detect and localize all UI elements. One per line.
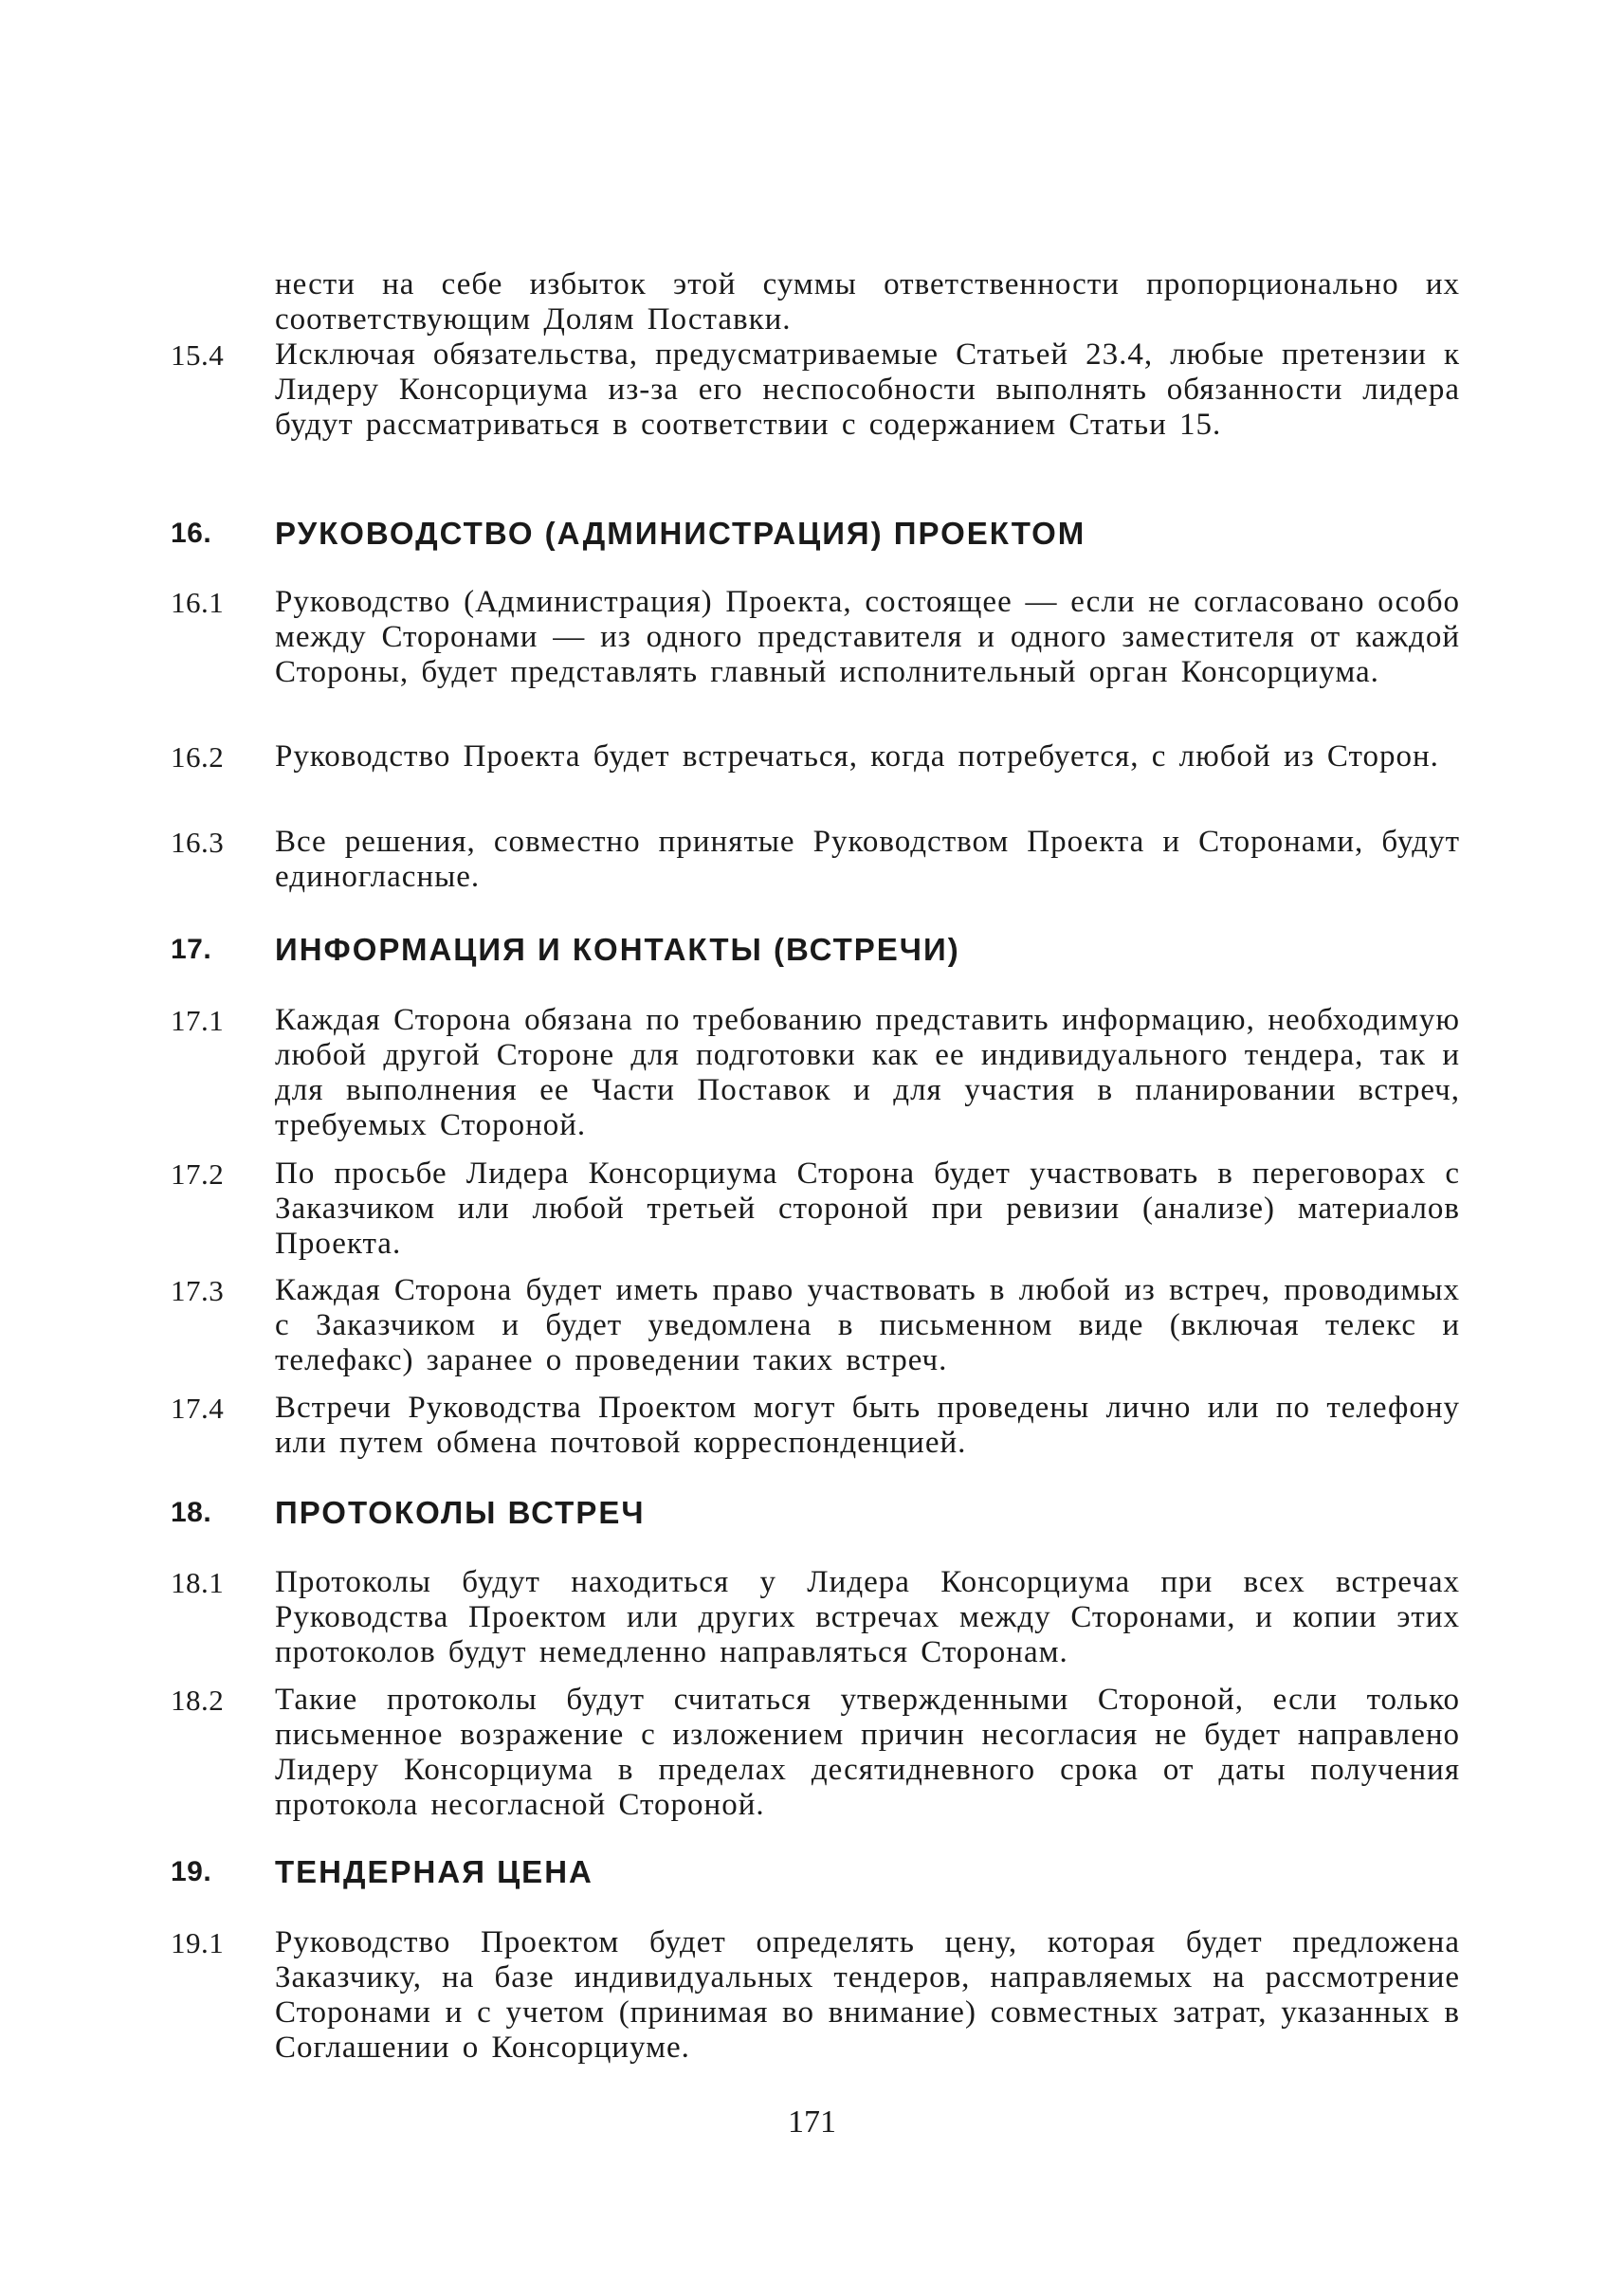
- clause-19-1: [171, 1925, 1460, 2066]
- section-heading-18: [171, 1494, 1460, 1532]
- clause-text: По просьбе Лидера Консорциума Сторона будет участвовать в переговорах с Заказчиком или любой третьей стороной при ревизии (анализе) материалов Проекта.: [275, 1157, 1460, 1261]
- clause-text: Такие протоколы будут считаться утвержденными Стороной, если только письменное возражение с изложением причин несогласия не будет направлено Лидеру Консорциума в пределах десятидневного срока от даты получения протокола несогласной Стороной.: [275, 1683, 1460, 1822]
- clause-text: Исключая обязательства, предусматриваемые Статьей 23.4, любые претензии к Лидеру Консорциума из-за его неспособности выполнять обязанности лидера будут рассматриваться в соответствии с содержанием Статьи 15.: [275, 337, 1460, 442]
- clause-18-2: [171, 1683, 1460, 1823]
- section-title: ТЕНДЕРНАЯ ЦЕНА: [275, 1854, 593, 1889]
- clause-16-3: [171, 825, 1460, 895]
- section-number: 18.: [171, 1497, 212, 1528]
- section-heading-16: [171, 515, 1460, 553]
- clause-number: 16.1: [171, 586, 225, 619]
- section-title: РУКОВОДСТВО (АДМИНИСТРАЦИЯ) ПРОЕКТОМ: [275, 516, 1086, 551]
- clause-17-4: [171, 1391, 1460, 1461]
- clause-text: Руководство Проекта будет встречаться, когда потребуется, с любой из Сторон.: [275, 739, 1439, 774]
- section-title: ИНФОРМАЦИЯ И КОНТАКТЫ (ВСТРЕЧИ): [275, 932, 960, 967]
- clause-17-2: [171, 1157, 1460, 1262]
- section-number: 16.: [171, 518, 212, 549]
- clause-text: Каждая Сторона будет иметь право участвовать в любой из встреч, проводимых с Заказчиком и будет уведомлена в письменном виде (включая телекс и телефакс) заранее о проведении таких встреч.: [275, 1273, 1460, 1377]
- clause-number: 17.3: [171, 1274, 225, 1307]
- section-number: 19.: [171, 1856, 212, 1887]
- clause-17-1: [171, 1003, 1460, 1143]
- clause-16-2: [171, 739, 1460, 774]
- clause-number: 17.1: [171, 1004, 225, 1037]
- clause-17-3: [171, 1273, 1460, 1378]
- clause-number: 16.3: [171, 826, 225, 859]
- clause-number: 17.4: [171, 1392, 225, 1425]
- section-heading-17: [171, 931, 1460, 969]
- clause-text: Все решения, совместно принятые Руководством Проекта и Сторонами, будут единогласные.: [275, 825, 1460, 894]
- section-heading-19: [171, 1853, 1460, 1891]
- clause-number: 18.2: [171, 1684, 225, 1717]
- clause-number: 16.2: [171, 740, 225, 774]
- continuation-text: нести на себе избыток этой суммы ответственности пропорционально их соответствующим Долям Поставки.: [275, 267, 1460, 337]
- clause-number: 18.1: [171, 1566, 225, 1599]
- section-number: 17.: [171, 934, 212, 965]
- section-title: ПРОТОКОЛЫ ВСТРЕЧ: [275, 1495, 646, 1530]
- clause-18-1: [171, 1565, 1460, 1670]
- clause-16-1: [171, 585, 1460, 690]
- clause-text: Каждая Сторона обязана по требованию представить информацию, необходимую любой другой Стороне для подготовки как ее индивидуального тендера, так и для выполнения ее Части Поставок и для участия в планировании встреч, требуемых Стороной.: [275, 1003, 1460, 1142]
- page-number: 171: [788, 2104, 836, 2140]
- clause-15-4: [171, 337, 1460, 443]
- clause-text: Протоколы будут находиться у Лидера Консорциума при всех встречах Руководства Проектом или других встречах между Сторонами, и копии этих протоколов будут немедленно направляться Сторонам.: [275, 1565, 1460, 1669]
- clause-number: 19.1: [171, 1926, 225, 1959]
- clause-number: 15.4: [171, 338, 225, 372]
- clause-text: Руководство Проектом будет определять цену, которая будет предложена Заказчику, на базе индивидуальных тендеров, направляемых на рассмотрение Сторонами и с учетом (принимая во внимание) совместных затрат, указанных в Соглашении о Консорциуме.: [275, 1925, 1460, 2065]
- clause-text: Руководство (Администрация) Проекта, состоящее — если не согласовано особо между Сторонами — из одного представителя и одного заместителя от каждой Стороны, будет представлять главный исполнительный орган Консорциума.: [275, 585, 1460, 689]
- continuation-paragraph: [171, 267, 1460, 337]
- clause-number: 17.2: [171, 1157, 225, 1191]
- clause-text: Встречи Руководства Проектом могут быть проведены лично или по телефону или путем обмена почтовой корреспонденцией.: [275, 1391, 1460, 1460]
